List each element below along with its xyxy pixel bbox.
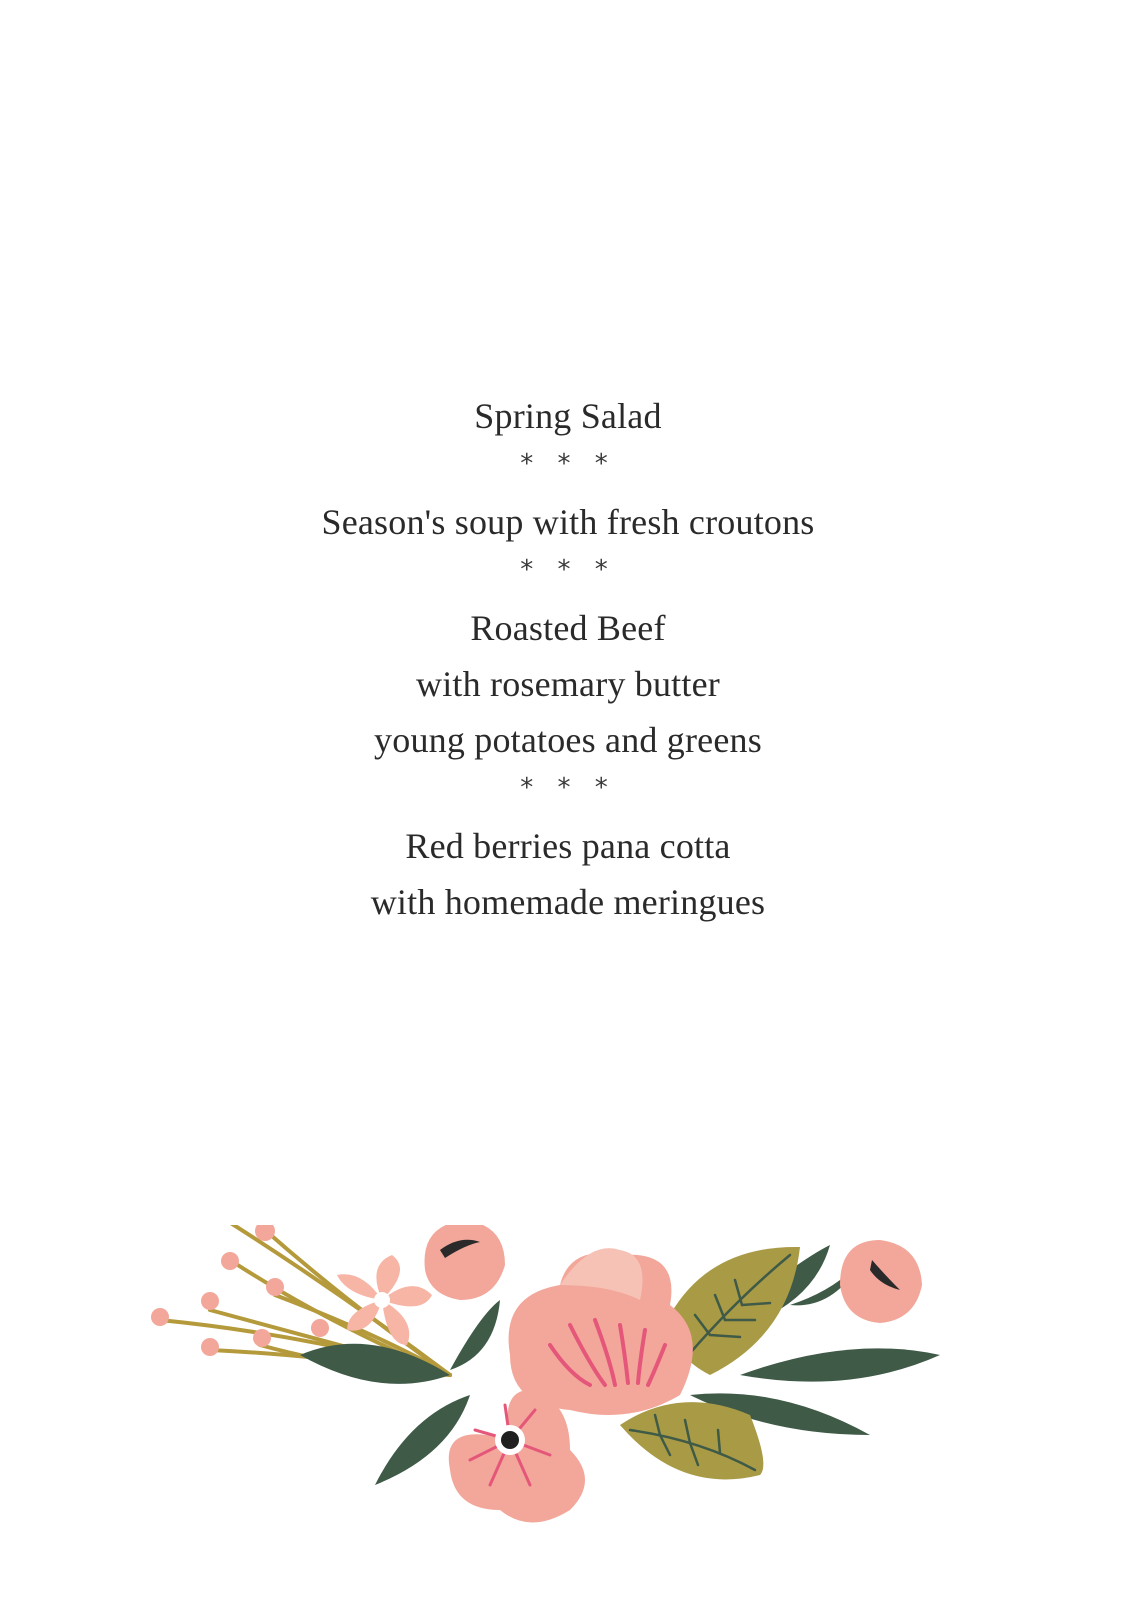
pink-flower-bottom (449, 1390, 585, 1523)
dish-line: Red berries pana cotta (405, 826, 731, 866)
course-separator: * * * (520, 773, 616, 803)
dish-line: with rosemary butter (416, 664, 720, 704)
central-flower (509, 1248, 693, 1415)
dish-line: Season's soup with fresh croutons (321, 502, 815, 542)
course-main (0, 600, 1136, 768)
floral-bouquet-illustration (150, 1225, 980, 1555)
dish-line: Roasted Beef (470, 608, 666, 648)
poppy-bud-top (425, 1225, 506, 1300)
dish-line: young potatoes and greens (374, 720, 762, 760)
dish-line: Spring Salad (474, 396, 662, 436)
menu-card (0, 388, 1136, 930)
course-soup (0, 494, 1136, 550)
dish-line: with homemade meringues (370, 882, 766, 922)
poppy-bud-right (840, 1240, 922, 1323)
course-separator: * * * (520, 449, 616, 479)
course-dessert (0, 818, 1136, 930)
course-separator: * * * (520, 555, 616, 585)
course-salad (0, 388, 1136, 444)
